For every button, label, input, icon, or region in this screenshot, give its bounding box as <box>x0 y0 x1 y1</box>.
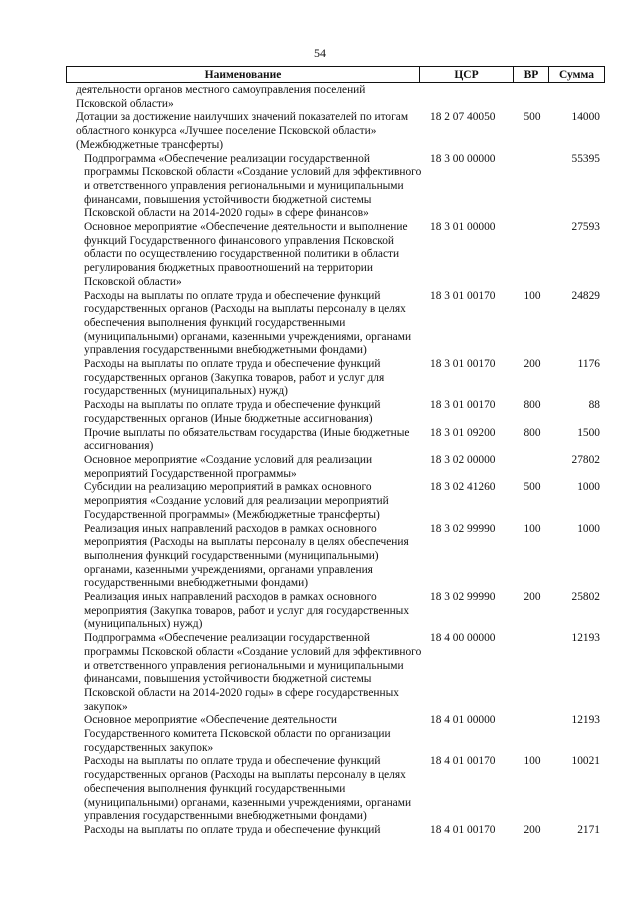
row-sum: 10021 <box>571 755 600 768</box>
row-sum: 12193 <box>571 714 600 727</box>
row-name: Субсидии на реализацию мероприятий в рамках основного мероприятия «Создание условий для реализации мероприятий Государственной программы» (Межбюджетные трансферты) <box>84 481 389 521</box>
column-header-name: Наименование <box>66 66 420 83</box>
table-row <box>0 714 640 755</box>
row-csr: 18 3 02 41260 <box>430 481 496 494</box>
row-csr: 18 3 02 99990 <box>430 591 496 604</box>
column-header-sum: Сумма <box>548 66 605 83</box>
table-row <box>0 824 640 838</box>
row-sum: 1500 <box>577 426 600 439</box>
budget-table-body <box>0 84 640 838</box>
row-name: Основное мероприятие «Обеспечение деятельности и выполнение функций Государственного финансового управления Псковской области по осуществлению государственной политики в области регулирования бюджетных правоотношений на территории Псковской области» <box>84 221 408 288</box>
table-row <box>0 84 640 111</box>
row-vr: 800 <box>523 426 541 439</box>
table-row <box>0 221 640 290</box>
row-name: Расходы на выплаты по оплате труда и обеспечение функций <box>84 823 381 836</box>
table-row <box>0 290 640 359</box>
column-header-vr: ВР <box>513 66 549 83</box>
row-csr: 18 3 01 00170 <box>430 358 496 371</box>
row-name: Реализация иных направлений расходов в рамках основного мероприятия (Закупка товаров, работ и услуг для государственных (муниципальных) нужд) <box>84 591 410 631</box>
row-vr: 100 <box>523 522 541 535</box>
row-vr: 800 <box>523 399 541 412</box>
row-csr: 18 3 01 00170 <box>430 399 496 412</box>
row-sum: 27593 <box>571 221 600 234</box>
row-sum: 27802 <box>571 453 600 466</box>
row-csr: 18 2 07 40050 <box>430 111 496 124</box>
row-vr: 100 <box>523 289 541 302</box>
row-csr: 18 3 02 99990 <box>430 522 496 535</box>
row-csr: 18 3 00 00000 <box>430 152 496 165</box>
row-csr: 18 4 01 00170 <box>430 755 496 768</box>
row-name: Основное мероприятие «Создание условий для реализации мероприятий Государственной программы» <box>84 453 373 480</box>
row-sum: 55395 <box>571 152 600 165</box>
row-csr: 18 3 01 00000 <box>430 221 496 234</box>
row-name: Дотации за достижение наилучших значений показателей по итогам областного конкурса «Лучшее поселение Псковской области» (Межбюджетные трансферты) <box>76 111 409 151</box>
row-sum: 14000 <box>571 111 600 124</box>
row-sum: 1176 <box>577 358 600 371</box>
table-row <box>0 454 640 481</box>
row-sum: 12193 <box>571 632 600 645</box>
table-row <box>0 632 640 714</box>
table-row <box>0 111 640 152</box>
table-row <box>0 755 640 824</box>
row-name: Основное мероприятие «Обеспечение деятельности Государственного комитета Псковской области по организации государственных закупок» <box>84 714 391 754</box>
row-name: Расходы на выплаты по оплате труда и обеспечение функций государственных органов (Расходы на выплаты персоналу в целях обеспечения выполнения функций государственными (муниципальными) органами, казенными учреждениями, органами управления государственными внебюджетными фондами) <box>84 289 412 357</box>
table-row <box>0 523 640 592</box>
row-sum: 1000 <box>577 522 600 535</box>
row-sum: 2171 <box>577 823 600 836</box>
table-row <box>0 591 640 632</box>
column-header-csr: ЦСР <box>419 66 514 83</box>
row-name: Расходы на выплаты по оплате труда и обеспечение функций государственных органов (Расходы на выплаты персоналу в целях обеспечения выполнения функций государственными (муниципальными) органами, казенными учреждениями, органами управления государственными внебюджетными фондами) <box>84 755 412 823</box>
table-row <box>0 427 640 454</box>
page-number: 54 <box>314 46 326 60</box>
row-name: Расходы на выплаты по оплате труда и обеспечение функций государственных органов (Закупка товаров, работ и услуг для государственных (муниципальных) нужд) <box>84 358 385 398</box>
table-row <box>0 358 640 399</box>
row-name: Расходы на выплаты по оплате труда и обеспечение функций государственных органов (Иные бюджетные ассигнования) <box>84 399 381 425</box>
table-row <box>0 153 640 222</box>
row-vr: 500 <box>523 481 541 494</box>
row-csr: 18 3 02 00000 <box>430 453 496 466</box>
row-vr: 100 <box>523 755 541 768</box>
row-sum: 25802 <box>571 591 600 604</box>
row-name: Подпрограмма «Обеспечение реализации государственной программы Псковской области «Создание условий для эффективного и ответственного управления региональными и муниципальными финансами, повышения устойчивости бюджетной системы Псковской области на 2014-2020 годы» в сфере финансов» <box>84 152 422 220</box>
row-vr: 500 <box>523 111 541 124</box>
row-sum: 1000 <box>577 481 600 494</box>
table-row <box>0 481 640 522</box>
row-csr: 18 4 01 00170 <box>430 823 496 836</box>
table-row <box>0 399 640 426</box>
row-name: Реализация иных направлений расходов в рамках основного мероприятия (Расходы на выплаты персоналу в целях обеспечения выполнения функций государственными (муниципальными) органами, казенными учреждениями, органами управления государственными внебюджетными фондами) <box>84 522 409 590</box>
row-name: Подпрограмма «Обеспечение реализации государственной программы Псковской области «Создание условий для эффективного и ответственного управления региональными и муниципальными финансами, повышения устойчивости бюджетной системы Псковской области на 2014-2020 годы» в сфере государственных закупок» <box>84 632 422 713</box>
row-csr: 18 4 00 00000 <box>430 632 496 645</box>
row-name: Прочие выплаты по обязательствам государства (Иные бюджетные ассигнования) <box>84 426 410 453</box>
row-name: деятельности органов местного самоуправления поселений Псковской области» <box>76 84 366 110</box>
row-csr: 18 3 01 00170 <box>430 289 496 302</box>
row-sum: 88 <box>588 399 600 412</box>
row-vr: 200 <box>523 591 541 604</box>
row-csr: 18 4 01 00000 <box>430 714 496 727</box>
row-sum: 24829 <box>571 289 600 302</box>
row-vr: 200 <box>523 823 541 836</box>
row-vr: 200 <box>523 358 541 371</box>
row-csr: 18 3 01 09200 <box>430 426 496 439</box>
